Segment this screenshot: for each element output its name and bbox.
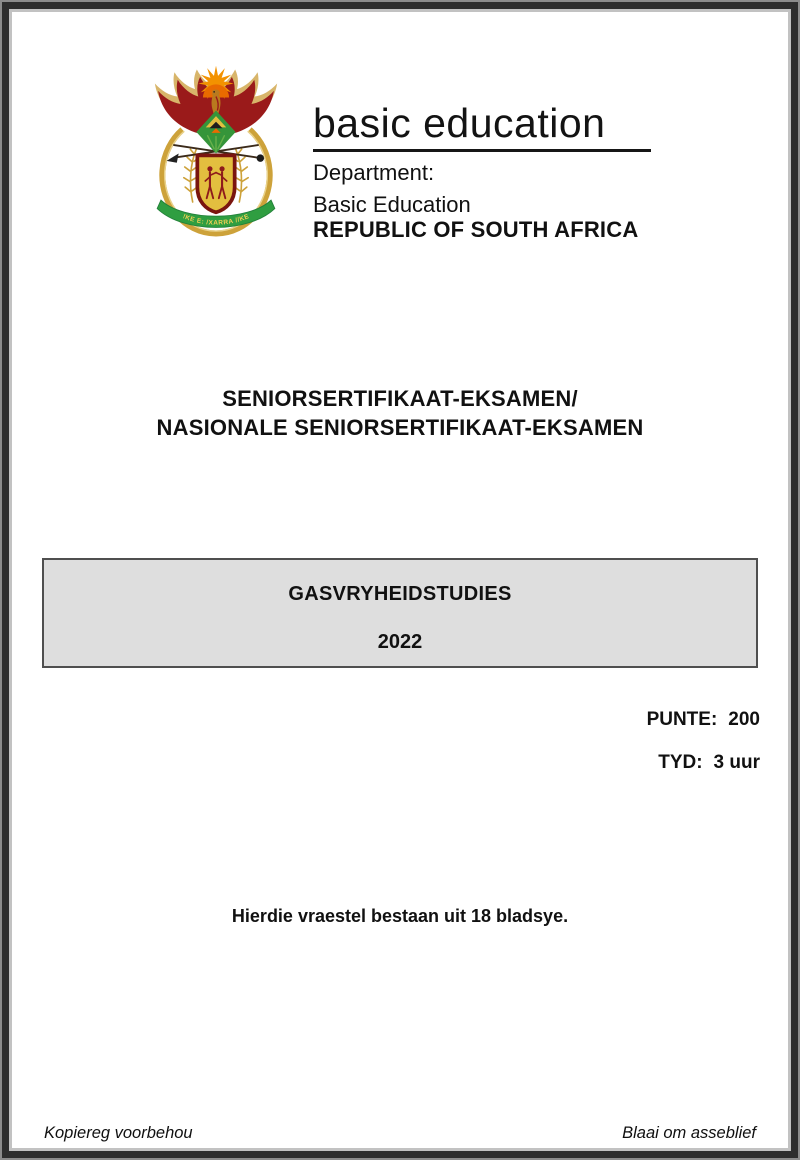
footer-copyright: Kopiereg voorbehou <box>44 1124 193 1142</box>
department-logo <box>145 62 651 258</box>
marks-line <box>647 709 760 731</box>
subject-box <box>42 558 758 668</box>
pages-note: Hierdie vraestel bestaan uit 18 bladsye. <box>231 906 569 926</box>
page-footer <box>44 1124 756 1143</box>
logo-wordmark: basic education <box>313 100 606 146</box>
logo-country-name: REPUBLIC OF SOUTH AFRICA <box>313 217 639 242</box>
marks-time-block <box>647 709 760 774</box>
coat-of-arms-motto: !KE E: /XARRA //KE <box>181 213 251 227</box>
exam-title-line1: SENIORSERTIFIKAAT-EKSAMEN/ <box>222 386 578 411</box>
logo-department-label: Department: <box>313 160 435 185</box>
south-africa-coat-of-arms-icon <box>145 62 287 258</box>
exam-title-line2: NASIONALE SENIORSERTIFIKAAT-EKSAMEN <box>156 415 644 440</box>
logo-department-name: Basic Education <box>313 192 471 217</box>
footer-turn-over: Blaai om asseblief <box>622 1124 756 1142</box>
logo-text-block <box>313 62 651 258</box>
exam-year: 2022 <box>377 631 423 653</box>
subject-name: GASVRYHEIDSTUDIES <box>288 583 512 605</box>
marks-value: 200 <box>728 709 760 730</box>
marks-label: PUNTE: <box>646 709 718 730</box>
logo-divider-line <box>313 149 651 152</box>
time-line <box>647 752 760 774</box>
exam-title <box>0 384 800 442</box>
time-value: 3 uur <box>713 752 760 773</box>
time-label: TYD: <box>658 752 703 773</box>
